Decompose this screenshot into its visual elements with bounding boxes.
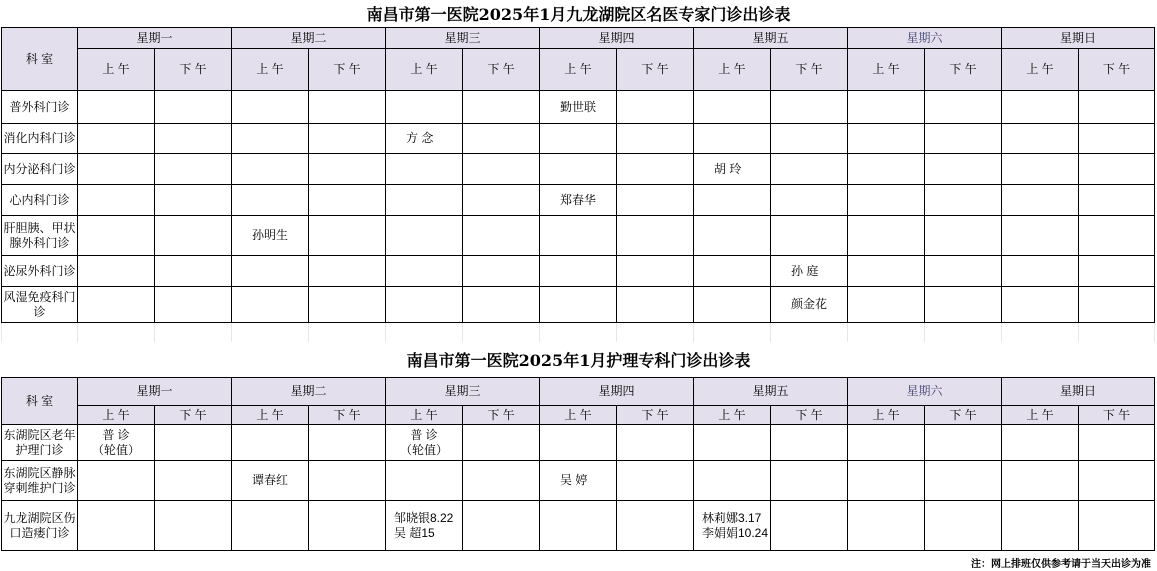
schedule-cell <box>540 216 617 256</box>
schedule-cell <box>309 425 386 461</box>
doctor-name: （轮值） <box>91 442 140 457</box>
doctor-name: 颜金花 <box>791 297 828 311</box>
schedule-cell <box>771 287 848 323</box>
schedule-cell <box>925 124 1002 154</box>
schedule-cell <box>771 185 848 216</box>
schedule-cell <box>463 256 540 287</box>
schedule-cell <box>771 124 848 154</box>
dept-name: 东湖院区老年护理门诊 <box>2 425 78 461</box>
schedule-cell <box>771 154 848 185</box>
doctor-name: 李娟娟10.24 <box>702 525 769 540</box>
schedule-cell <box>1002 461 1079 501</box>
schedule-cell <box>155 91 232 124</box>
schedule-cell <box>78 425 155 461</box>
schedule-cell <box>1002 91 1079 124</box>
doctor-name: 孙 庭 <box>791 263 819 278</box>
pm-header: 下 午 <box>463 406 540 425</box>
dept-header: 科 室 <box>2 28 78 91</box>
am-header: 上 午 <box>78 406 155 425</box>
schedule-cell <box>848 287 925 323</box>
pm-header: 下 午 <box>771 406 848 425</box>
am-header: 上 午 <box>540 406 617 425</box>
schedule-cell <box>540 91 617 124</box>
am-header: 上 午 <box>386 49 463 91</box>
doctor-name: 胡 玲 <box>714 161 742 176</box>
schedule-cell <box>1079 425 1155 461</box>
schedule-cell <box>78 287 155 323</box>
schedule-cell <box>1079 461 1155 501</box>
schedule-cell <box>617 461 694 501</box>
schedule-cell <box>1002 287 1079 323</box>
am-header: 上 午 <box>232 49 309 91</box>
table2-title: 南昌市第一医院2025年1月护理专科门诊出诊表 <box>406 351 751 370</box>
schedule-cell <box>232 154 309 185</box>
schedule-cell <box>925 154 1002 185</box>
doctor-name: 方 念 <box>406 131 434 145</box>
doctor-name: 郑春华 <box>560 192 597 207</box>
schedule-cell <box>771 91 848 124</box>
schedule-cell <box>232 425 309 461</box>
schedule-row <box>2 461 1155 501</box>
schedule-cell <box>1079 91 1155 124</box>
schedule-cell <box>232 501 309 551</box>
day-header: 星期五 <box>694 378 848 406</box>
schedule-row <box>2 501 1155 551</box>
schedule-cell <box>1079 287 1155 323</box>
pm-header: 下 午 <box>309 406 386 425</box>
dept-header: 科 室 <box>2 378 78 425</box>
schedule-cell <box>848 425 925 461</box>
schedule-cell <box>78 124 155 154</box>
dept-name: 东湖院区静脉穿刺维护门诊 <box>2 461 78 501</box>
doctor-name: 林莉娜3.17 <box>702 510 762 525</box>
doctor-name: 普 诊 <box>102 427 130 442</box>
schedule-cell <box>78 185 155 216</box>
schedule-cell <box>309 256 386 287</box>
schedule-cell <box>155 256 232 287</box>
schedule-cell <box>925 501 1002 551</box>
schedule-cell <box>848 124 925 154</box>
schedule-cell <box>925 425 1002 461</box>
schedule-cell <box>309 287 386 323</box>
schedule-cell <box>694 91 771 124</box>
schedule-cell <box>617 256 694 287</box>
schedule-cell <box>463 461 540 501</box>
schedule-cell <box>78 91 155 124</box>
schedule-cell <box>463 91 540 124</box>
am-header: 上 午 <box>540 49 617 91</box>
day-header: 星期二 <box>232 378 386 406</box>
schedule-cell <box>617 216 694 256</box>
schedule-cell <box>1002 154 1079 185</box>
schedule-cell <box>78 216 155 256</box>
schedule-cell <box>1079 154 1155 185</box>
schedule-cell <box>386 124 463 154</box>
schedule-cell <box>309 154 386 185</box>
schedule-cell <box>386 287 463 323</box>
schedule-cell <box>232 91 309 124</box>
doctor-name: 谭春红 <box>252 473 289 487</box>
schedule-cell <box>232 185 309 216</box>
doctor-name: 普 诊 <box>410 427 438 442</box>
pm-header: 下 午 <box>925 49 1002 91</box>
schedule-cell <box>925 91 1002 124</box>
schedule-cell <box>771 425 848 461</box>
am-header: 上 午 <box>232 406 309 425</box>
expert-schedule-table <box>1 27 1155 342</box>
schedule-cell <box>232 124 309 154</box>
schedule-cell <box>309 461 386 501</box>
schedule-cell <box>155 124 232 154</box>
schedule-cell <box>694 425 771 461</box>
schedule-cell <box>386 256 463 287</box>
dept-name: 九龙湖院区伤口造瘘门诊 <box>2 501 78 551</box>
schedule-cell <box>617 185 694 216</box>
table1-title: 南昌市第一医院2025年1月九龙湖院区名医专家门诊出诊表 <box>366 5 791 24</box>
pm-header: 下 午 <box>155 406 232 425</box>
pm-header: 下 午 <box>463 49 540 91</box>
schedule-cell <box>694 124 771 154</box>
day-header: 星期三 <box>386 28 540 49</box>
schedule-row <box>2 154 1155 185</box>
nursing-schedule-table <box>1 377 1155 551</box>
day-header: 星期六 <box>848 28 1002 49</box>
schedule-cell <box>617 501 694 551</box>
schedule-cell <box>386 216 463 256</box>
schedule-cell <box>386 425 463 461</box>
day-header: 星期二 <box>232 28 386 49</box>
schedule-cell <box>694 461 771 501</box>
schedule-cell <box>1002 256 1079 287</box>
schedule-cell <box>925 461 1002 501</box>
schedule-cell <box>155 461 232 501</box>
schedule-cell <box>540 501 617 551</box>
schedule-cell <box>78 501 155 551</box>
dept-name: 风湿免疫科门诊 <box>2 287 78 323</box>
schedule-cell <box>1002 216 1079 256</box>
schedule-cell <box>309 185 386 216</box>
day-header: 星期五 <box>694 28 848 49</box>
schedule-cell <box>540 256 617 287</box>
schedule-cell <box>848 91 925 124</box>
dept-name: 消化内科门诊 <box>2 124 78 154</box>
schedule-cell <box>694 287 771 323</box>
dept-name: 肝胆胰、甲状腺外科门诊 <box>2 216 78 256</box>
schedule-cell <box>463 501 540 551</box>
schedule-cell <box>771 501 848 551</box>
schedule-cell <box>617 287 694 323</box>
pm-header: 下 午 <box>1079 406 1155 425</box>
schedule-cell <box>540 124 617 154</box>
am-header: 上 午 <box>1002 406 1079 425</box>
schedule-cell <box>386 185 463 216</box>
schedule-cell <box>925 256 1002 287</box>
schedule-cell <box>78 256 155 287</box>
schedule-cell <box>848 216 925 256</box>
schedule-cell <box>155 185 232 216</box>
schedule-cell <box>925 287 1002 323</box>
schedule-cell <box>694 185 771 216</box>
schedule-row <box>2 185 1155 216</box>
pm-header: 下 午 <box>1079 49 1155 91</box>
schedule-cell <box>1002 185 1079 216</box>
spacer-row <box>2 323 1155 342</box>
day-header: 星期日 <box>1002 378 1155 406</box>
schedule-cell <box>540 425 617 461</box>
day-header: 星期一 <box>78 28 232 49</box>
pm-header: 下 午 <box>617 406 694 425</box>
doctor-name: 邹晓银8.22 <box>394 510 454 525</box>
dept-name: 泌尿外科门诊 <box>2 256 78 287</box>
schedule-cell <box>848 256 925 287</box>
schedule-cell <box>309 91 386 124</box>
schedule-cell <box>463 124 540 154</box>
schedule-cell <box>463 216 540 256</box>
schedule-cell <box>540 287 617 323</box>
schedule-cell <box>155 425 232 461</box>
day-header: 星期四 <box>540 28 694 49</box>
schedule-cell <box>232 256 309 287</box>
doctor-name: （轮值） <box>399 442 448 457</box>
pm-header: 下 午 <box>925 406 1002 425</box>
schedule-cell <box>309 216 386 256</box>
am-header: 上 午 <box>694 49 771 91</box>
am-header: 上 午 <box>386 406 463 425</box>
schedule-cell <box>848 501 925 551</box>
schedule-cell <box>232 287 309 323</box>
schedule-cell <box>925 216 1002 256</box>
schedule-cell <box>386 501 463 551</box>
am-header: 上 午 <box>848 406 925 425</box>
schedule-cell <box>155 154 232 185</box>
schedule-cell <box>386 154 463 185</box>
schedule-cell <box>386 91 463 124</box>
schedule-cell <box>309 501 386 551</box>
schedule-cell <box>309 124 386 154</box>
schedule-cell <box>694 501 771 551</box>
schedule-cell <box>540 154 617 185</box>
day-header: 星期六 <box>848 378 1002 406</box>
schedule-cell <box>1002 501 1079 551</box>
schedule-cell <box>1079 216 1155 256</box>
schedule-cell <box>463 425 540 461</box>
schedule-cell <box>78 154 155 185</box>
schedule-cell <box>617 154 694 185</box>
schedule-row <box>2 216 1155 256</box>
pm-header: 下 午 <box>309 49 386 91</box>
schedule-row <box>2 91 1155 124</box>
schedule-cell <box>155 501 232 551</box>
schedule-cell <box>1079 501 1155 551</box>
schedule-cell <box>771 216 848 256</box>
schedule-cell <box>771 461 848 501</box>
schedule-cell <box>463 287 540 323</box>
schedule-cell <box>386 461 463 501</box>
pm-header: 下 午 <box>617 49 694 91</box>
pm-header: 下 午 <box>771 49 848 91</box>
schedule-cell <box>1079 256 1155 287</box>
schedule-cell <box>848 154 925 185</box>
day-header: 星期四 <box>540 378 694 406</box>
schedule-cell <box>1079 124 1155 154</box>
footnote: 注：网上排班仅供参考请于当天出诊为准 <box>971 559 1151 570</box>
schedule-cell <box>1079 185 1155 216</box>
schedule-cell <box>848 461 925 501</box>
schedule-cell <box>694 256 771 287</box>
schedule-cell <box>540 461 617 501</box>
doctor-name: 吴 超15 <box>394 525 435 540</box>
schedule-cell <box>617 425 694 461</box>
pm-header: 下 午 <box>155 49 232 91</box>
dept-name: 心内科门诊 <box>2 185 78 216</box>
doctor-name: 勤世联 <box>560 99 597 114</box>
day-header: 星期三 <box>386 378 540 406</box>
schedule-cell <box>463 154 540 185</box>
schedule-cell <box>155 216 232 256</box>
schedule-cell <box>617 91 694 124</box>
schedule-row <box>2 124 1155 154</box>
schedule-cell <box>694 154 771 185</box>
schedule-row <box>2 256 1155 287</box>
schedule-cell <box>925 185 1002 216</box>
schedule-cell <box>771 256 848 287</box>
am-header: 上 午 <box>694 406 771 425</box>
day-header: 星期日 <box>1002 28 1155 49</box>
schedule-cell <box>617 124 694 154</box>
dept-name: 内分泌科门诊 <box>2 154 78 185</box>
am-header: 上 午 <box>1002 49 1079 91</box>
doctor-name: 孙明生 <box>252 228 289 242</box>
day-header: 星期一 <box>78 378 232 406</box>
doctor-name: 吴 婷 <box>560 473 588 487</box>
schedule-cell <box>1002 124 1079 154</box>
schedule-cell <box>232 216 309 256</box>
dept-name: 普外科门诊 <box>2 91 78 124</box>
schedule-row <box>2 287 1155 323</box>
schedule-cell <box>540 185 617 216</box>
schedule-cell <box>1002 425 1079 461</box>
schedule-cell <box>848 185 925 216</box>
am-header: 上 午 <box>78 49 155 91</box>
am-header: 上 午 <box>848 49 925 91</box>
schedule-cell <box>463 185 540 216</box>
schedule-cell <box>232 461 309 501</box>
schedule-cell <box>78 461 155 501</box>
schedule-cell <box>155 287 232 323</box>
schedule-row <box>2 425 1155 461</box>
schedule-cell <box>694 216 771 256</box>
